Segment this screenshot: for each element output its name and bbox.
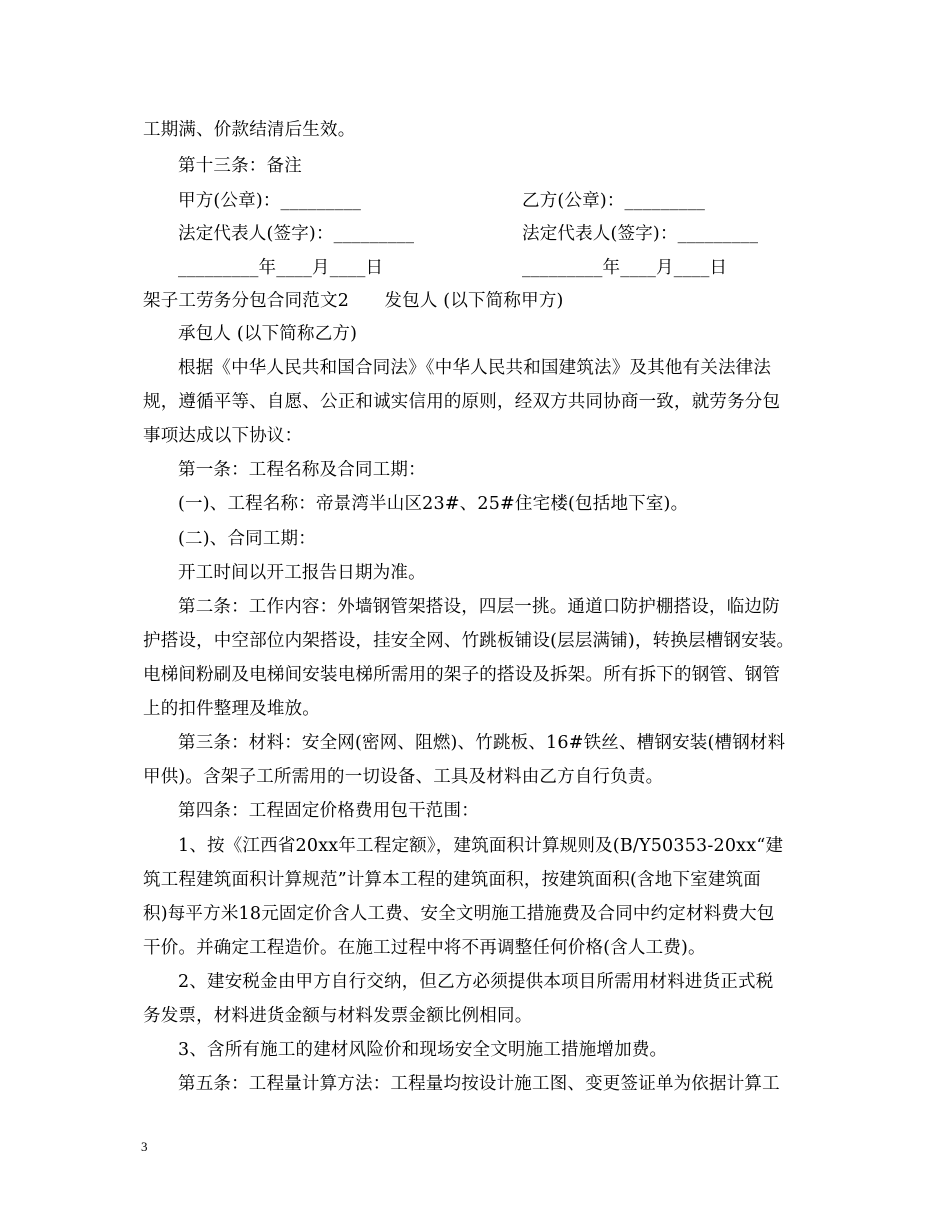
text-line: 3、含所有施工的建材风险价和现场安全文明施工措施增加费。 bbox=[178, 1040, 668, 1060]
page-number: 3 bbox=[141, 1139, 148, 1154]
text-line: 甲供)。含架子工所需用的一切设备、工具及材料由乙方自行负责。 bbox=[143, 767, 664, 787]
text-line: 1、按《江西省20xx年工程定额》，建筑面积计算规则及(B/Y50353-20xx“建 bbox=[178, 836, 784, 856]
text-line: 务发票，材料进货金额与材料发票金额比例相同。 bbox=[143, 1006, 533, 1026]
text-line: 护搭设，中空部位内架搭设，挂安全网、竹跳板铺设(层层满铺)，转换层槽钢安装。 bbox=[143, 631, 795, 651]
text-line: 2、建安税金由甲方自行交纳，但乙方必须提供本项目所需用材料进货正式税 bbox=[178, 972, 774, 992]
text-line: 积)每平方米18元固定价含人工费、安全文明施工措施费及合同中约定材料费大包 bbox=[143, 904, 775, 924]
text-line: 筑工程建筑面积计算规范”计算本工程的建筑面积，按建筑面积(含地下室建筑面 bbox=[143, 870, 761, 890]
text-line: (二)、合同工期： bbox=[178, 529, 316, 549]
party-a-seal-field: 甲方(公章)：_________ bbox=[178, 191, 362, 211]
text-line: (一)、工程名称：帝景湾半山区23#、25#住宅楼(包括地下室)。 bbox=[178, 494, 689, 514]
party-b-seal-field: 乙方(公章)：_________ bbox=[522, 191, 706, 211]
section-heading: 第二条：工作内容：外墙钢管架搭设，四层一挑。通道口防护棚搭设，临边防 bbox=[178, 597, 780, 617]
party-a-representative-field: 法定代表人(签字)：_________ bbox=[178, 224, 415, 244]
text-line: 上的扣件整理及堆放。 bbox=[143, 699, 320, 719]
section-heading: 第五条：工程量计算方法：工程量均按设计施工图、变更签证单为依据计算工 bbox=[178, 1074, 780, 1094]
contract-title-line: 架子工劳务分包合同范文2 发包人 (以下简称甲方) bbox=[143, 291, 564, 311]
section-heading: 第四条：工程固定价格费用包干范围： bbox=[178, 801, 479, 821]
section-heading: 第三条：材料：安全网(密网、阻燃)、竹跳板、16#铁丝、槽钢安装(槽钢材料 bbox=[178, 733, 786, 753]
text-line: 工期满、价款结清后生效。 bbox=[143, 120, 356, 140]
section-heading: 第十三条：备注 bbox=[178, 156, 302, 176]
party-a-date-field: _________年____月____日 bbox=[178, 258, 384, 278]
text-line: 规，遵循平等、自愿、公正和诚实信用的原则，经双方共同协商一致，就劳务分包 bbox=[143, 392, 781, 412]
text-line: 开工时间以开工报告日期为准。 bbox=[178, 563, 426, 583]
section-heading: 第一条：工程名称及合同工期： bbox=[178, 460, 426, 480]
text-line: 根据《中华人民共和国合同法》《中华人民共和国建筑法》及其他有关法律法 bbox=[178, 358, 772, 378]
text-line: 承包人 (以下简称乙方) bbox=[178, 324, 358, 344]
text-line: 干价。并确定工程造价。在施工过程中将不再调整任何价格(含人工费)。 bbox=[143, 938, 706, 958]
text-line: 电梯间粉刷及电梯间安装电梯所需用的架子的搭设及拆架。所有拆下的钢管、钢管 bbox=[143, 665, 781, 685]
text-line: 事项达成以下协议： bbox=[143, 426, 303, 446]
party-b-representative-field: 法定代表人(签字)：_________ bbox=[522, 224, 759, 244]
party-b-date-field: _________年____月____日 bbox=[522, 258, 728, 278]
